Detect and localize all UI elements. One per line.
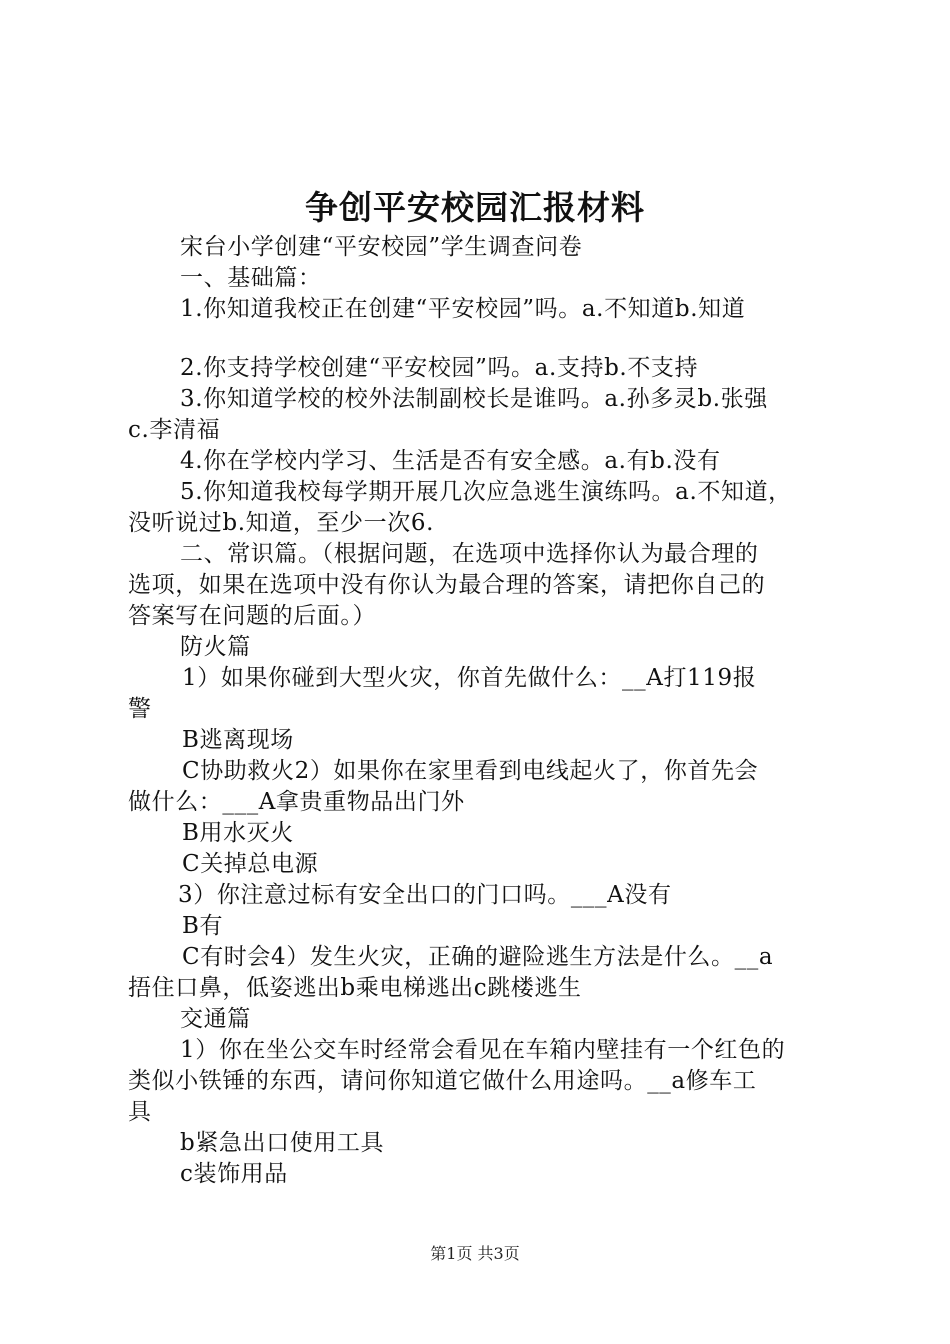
traffic-option: c装饰用品 bbox=[180, 1161, 288, 1187]
fire-option: B用水灭火 bbox=[182, 820, 294, 846]
question-5: 5.你知道我校每学期开展几次应急逃生演练吗。a.不知道， bbox=[180, 479, 792, 505]
traffic-question-1-continued: 类似小铁锤的东西，请问你知道它做什么用途吗。__a修车工 bbox=[128, 1068, 757, 1094]
fire-option: C关掉总电源 bbox=[182, 851, 319, 877]
section-instructions-continued: 答案写在问题的后面。） bbox=[128, 603, 377, 629]
question-3-continued: c.李清福 bbox=[128, 417, 221, 443]
fire-option: B有 bbox=[182, 913, 224, 939]
subsection-traffic: 交通篇 bbox=[180, 1006, 251, 1032]
fire-question-4-continued: 捂住口鼻，低姿逃出b乘电梯逃出c跳楼逃生 bbox=[128, 975, 582, 1001]
blank-line bbox=[128, 325, 834, 353]
fire-question-2-continued: 做什么：___A拿贵重物品出门外 bbox=[128, 789, 465, 815]
question-5-continued: 没听说过b.知道，至少一次6. bbox=[128, 510, 434, 536]
question-2: 2.你支持学校创建“平安校园”吗。a.支持b.不支持 bbox=[180, 355, 699, 381]
fire-question-2: C协助救火2）如果你在家里看到电线起火了，你首先会 bbox=[182, 758, 759, 784]
document-body bbox=[128, 232, 834, 1190]
survey-heading: 宋台小学创建“平安校园”学生调查问卷 bbox=[180, 234, 583, 260]
question-4: 4.你在学校内学习、生活是否有安全感。a.有b.没有 bbox=[180, 448, 721, 474]
traffic-question-1-continued: 具 bbox=[128, 1099, 152, 1125]
question-3: 3.你知道学校的校外法制副校长是谁吗。a.孙多灵b.张强 bbox=[180, 386, 768, 412]
section-heading-common-sense: 二、常识篇。（根据问题，在选项中选择你认为最合理的 bbox=[180, 541, 759, 567]
traffic-option: b紧急出口使用工具 bbox=[180, 1130, 385, 1156]
fire-question-3: 3）你注意过标有安全出口的门口吗。___A没有 bbox=[178, 882, 672, 908]
section-heading-basics: 一、基础篇： bbox=[180, 265, 322, 291]
section-instructions: 选项，如果在选项中没有你认为最合理的答案，请把你自己的 bbox=[128, 572, 766, 598]
fire-question-1: 1）如果你碰到大型火灾，你首先做什么：__A打119报 bbox=[182, 665, 757, 691]
page-number: 第1页 共3页 bbox=[430, 1244, 520, 1263]
document-title: 争创平安校园汇报材料 bbox=[305, 188, 645, 227]
subsection-fire: 防火篇 bbox=[180, 634, 251, 660]
fire-question-4: C有时会4）发生火灾，正确的避险逃生方法是什么。__a bbox=[182, 944, 774, 970]
fire-question-1-continued: 警 bbox=[128, 696, 152, 722]
traffic-question-1: 1）你在坐公交车时经常会看见在车箱内壁挂有一个红色的 bbox=[180, 1037, 786, 1063]
fire-option: B逃离现场 bbox=[182, 727, 294, 753]
question-1: 1.你知道我校正在创建“平安校园”吗。a.不知道b.知道 bbox=[180, 296, 746, 322]
